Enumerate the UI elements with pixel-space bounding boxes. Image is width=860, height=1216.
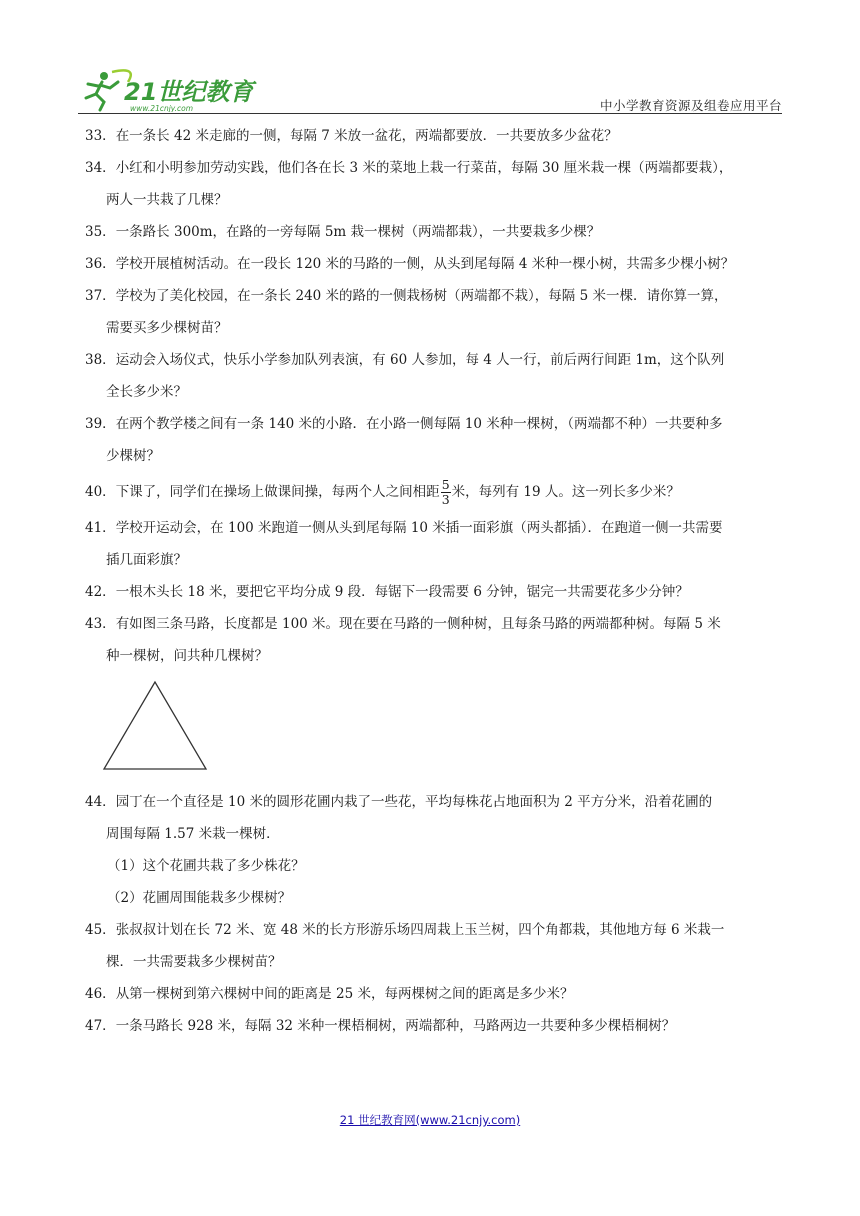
question-text: 一根木头长 18 米，要把它平均分成 9 段．每锯下一段需要 6 分钟，锯完一共需要花多少分钟？ — [115, 584, 689, 600]
page-header — [78, 62, 782, 118]
question-number: 45． — [85, 922, 116, 938]
question-number: 42． — [85, 584, 116, 600]
question-line — [85, 376, 785, 408]
question-item — [85, 120, 785, 152]
triangle-shape — [104, 682, 206, 769]
fraction-numerator: 5 — [441, 476, 450, 492]
question-item — [85, 786, 785, 914]
question-number: 38． — [85, 352, 116, 368]
platform-label: 中小学教育资源及组卷应用平台 — [599, 98, 782, 113]
question-text: 从第一棵树到第六棵树中间的距离是 25 米，每两棵树之间的距离是多少米？ — [115, 986, 574, 1002]
question-line — [85, 914, 785, 946]
question-line — [85, 786, 785, 818]
header-divider — [78, 113, 782, 114]
question-line — [85, 120, 785, 152]
question-text: 下课了，同学们在操场上做课间操，每两个人之间相距 — [115, 484, 440, 500]
question-line — [85, 312, 785, 344]
question-line — [85, 248, 785, 280]
question-number: 36． — [85, 256, 116, 272]
svg-text:21世纪教育: 21世纪教育 — [124, 78, 254, 106]
question-item — [85, 152, 785, 216]
question-line — [85, 544, 785, 576]
question-text: 米，每列有 19 人。这一列长多少米？ — [451, 484, 680, 500]
triangle-figure — [102, 680, 208, 772]
question-text: 有如图三条马路，长度都是 100 米。现在要在马路的一侧种树，且每条马路的两端都种树。每隔 5 米 — [115, 616, 721, 632]
question-line — [85, 946, 785, 978]
question-number: 35． — [85, 224, 116, 240]
question-item — [85, 914, 785, 978]
question-list — [85, 120, 785, 1042]
question-number: 46． — [85, 986, 116, 1002]
question-line — [85, 512, 785, 544]
question-item — [85, 248, 785, 280]
question-item — [85, 280, 785, 344]
question-text: 小红和小明参加劳动实践，他们各在长 3 米的菜地上栽一行菜苗，每隔 30 厘米栽一棵（两端都要栽）， — [115, 160, 733, 176]
question-text: 学校开展植树活动。在一段长 120 米的马路的一侧，从头到尾每隔 4 米种一棵小树，共需多少棵小树？ — [115, 256, 735, 272]
question-item — [85, 1010, 785, 1042]
question-line — [85, 408, 785, 440]
question-text: 学校为了美化校园，在一条长 240 米的路的一侧栽杨树（两端都不栽），每隔 5 米一棵．请你算一算， — [115, 288, 728, 304]
question-item — [85, 344, 785, 408]
question-item — [85, 608, 785, 672]
question-number: 43． — [85, 616, 116, 632]
question-text: 在两个教学楼之间有一条 140 米的小路．在小路一侧每隔 10 米种一棵树，（两端都不种）一共要种多 — [115, 416, 723, 432]
question-number: 39． — [85, 416, 116, 432]
question-line — [85, 608, 785, 640]
question-number: 33． — [85, 128, 116, 144]
question-number: 37． — [85, 288, 116, 304]
question-number: 41． — [85, 520, 116, 536]
question-text: 种一棵树，问共种几棵树？ — [106, 648, 268, 664]
question-text: 插几面彩旗？ — [106, 552, 187, 568]
question-line — [85, 280, 785, 312]
question-item — [85, 512, 785, 576]
question-text: 全长多少米？ — [106, 384, 187, 400]
question-text: 在一条长 42 米走廊的一侧，每隔 7 米放一盆花，两端都要放．一共要放多少盆花？ — [115, 128, 618, 144]
question-line — [85, 978, 785, 1010]
question-text: 两人一共栽了几棵？ — [106, 192, 228, 208]
question-line — [85, 472, 785, 512]
question-text: 少棵树？ — [106, 448, 160, 464]
question-text: 园丁在一个直径是 10 米的圆形花圃内栽了一些花，平均每株花占地面积为 2 平方分米，沿着花圃的 — [115, 794, 713, 810]
question-line — [85, 640, 785, 672]
page-footer — [0, 1112, 860, 1128]
question-text: 一条马路长 928 米，每隔 32 米种一棵梧桐树，两端都种，马路两边一共要种多少棵梧桐树？ — [115, 1018, 676, 1034]
sub-question: （2）花圃周围能栽多少棵树？ — [107, 890, 292, 906]
question-text: 一条路长 300m，在路的一旁每隔 5m 栽一棵树（两端都栽），一共要栽多少棵？ — [115, 224, 601, 240]
runner-icon — [86, 72, 118, 110]
question-text: 运动会入场仪式，快乐小学参加队列表演，有 60 人参加，每 4 人一行，前后两行间距 1m，这个队列 — [115, 352, 725, 368]
fraction-denominator: 3 — [441, 492, 450, 507]
question-line — [85, 576, 785, 608]
question-item — [85, 978, 785, 1010]
question-item — [85, 576, 785, 608]
question-line — [85, 1010, 785, 1042]
question-line — [85, 184, 785, 216]
sub-question: （1）这个花圃共栽了多少株花？ — [107, 858, 305, 874]
question-line — [85, 440, 785, 472]
fraction — [441, 476, 451, 507]
question-item — [85, 408, 785, 472]
question-line — [85, 818, 785, 850]
question-line — [85, 152, 785, 184]
question-text: 需要买多少棵树苗？ — [106, 320, 228, 336]
question-number: 44． — [85, 794, 116, 810]
question-line — [85, 216, 785, 248]
question-line — [85, 344, 785, 376]
svg-text:www.21cnjy.com: www.21cnjy.com — [130, 104, 194, 112]
question-text: 学校开运动会，在 100 米跑道一侧从头到尾每隔 10 米插一面彩旗（两头都插）．在跑道一侧一共需要 — [115, 520, 723, 536]
question-number: 40． — [85, 484, 116, 500]
question-text: 周围每隔 1.57 米栽一棵树． — [106, 826, 280, 842]
question-text: 棵．一共需要栽多少棵树苗？ — [106, 954, 282, 970]
question-item — [85, 472, 785, 512]
logo-21cnjy — [78, 68, 268, 112]
question-item — [85, 216, 785, 248]
question-number: 34． — [85, 160, 116, 176]
question-text: 张叔叔计划在长 72 米、宽 48 米的长方形游乐场四周栽上玉兰树，四个角都栽，其他地方每 6 米栽一 — [115, 922, 725, 938]
question-number: 47． — [85, 1018, 116, 1034]
footer-link[interactable]: 21 世纪教育网(www.21cnjy.com) — [339, 1113, 521, 1127]
